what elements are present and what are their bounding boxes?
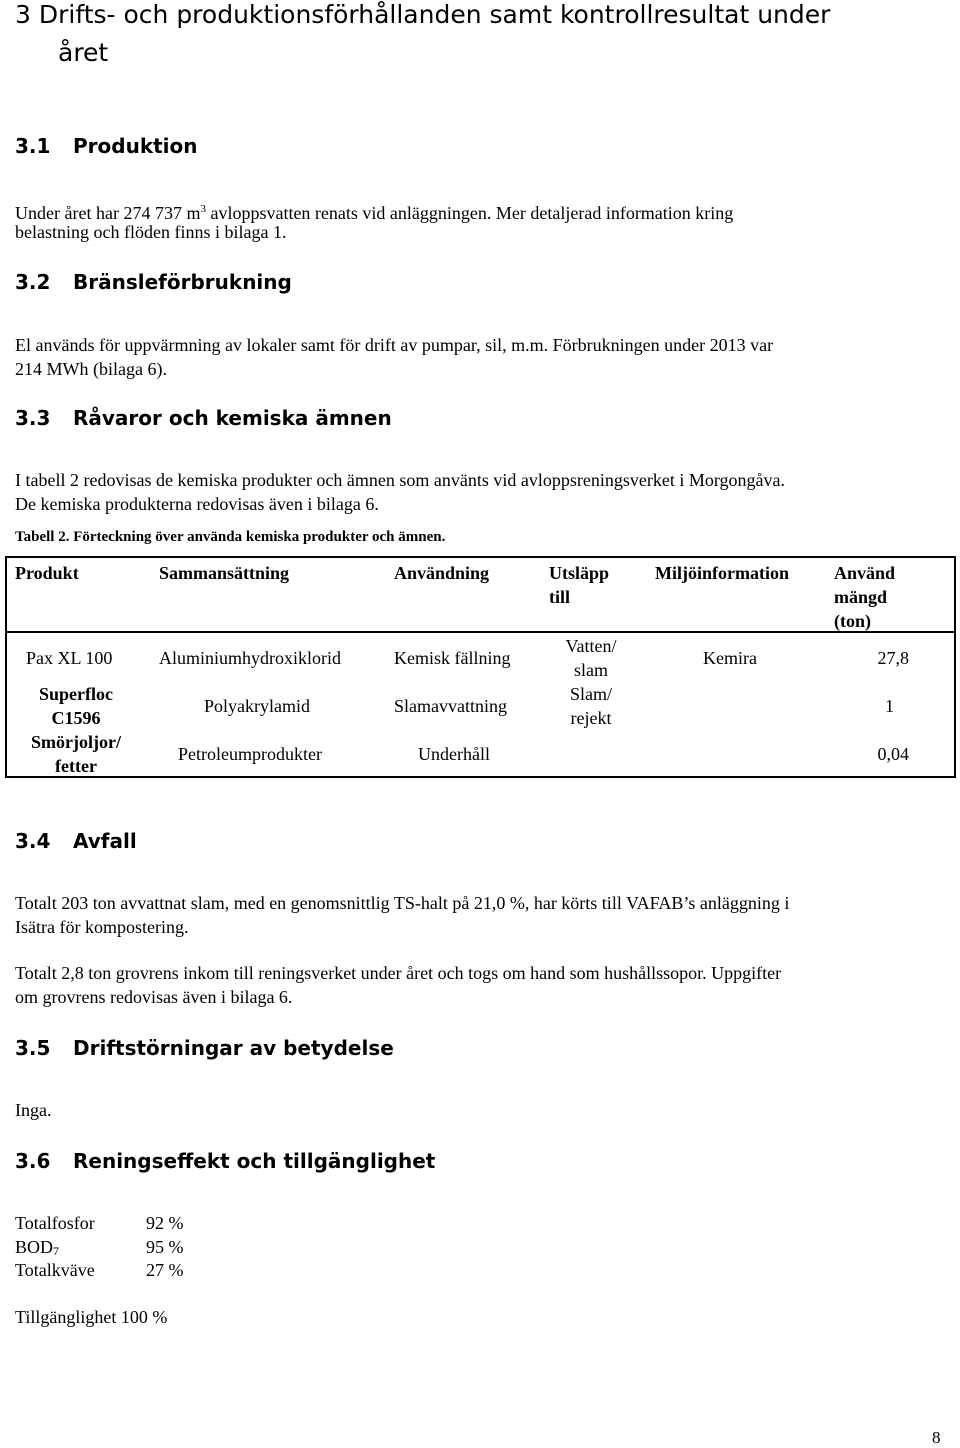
- section-title: Bränsleförbrukning: [73, 270, 292, 294]
- row1-sammansattning: Aluminiumhydroxiklorid: [159, 648, 341, 668]
- waste-paragraph2-line2: om grovrens redovisas även i bilaga 6.: [15, 987, 293, 1007]
- header-utslapp-line1: Utsläpp: [549, 563, 610, 583]
- effect-value-totalfosfor: 92 %: [146, 1213, 184, 1233]
- row1-produkt: Pax XL 100: [26, 648, 113, 668]
- section-title: Driftstörningar av betydelse: [73, 1036, 394, 1060]
- row1-anvandning: Kemisk fällning: [394, 648, 511, 668]
- section-title: Produktion: [73, 134, 198, 158]
- section-3-4-heading: [15, 829, 137, 853]
- row3-mangd: 0,04: [877, 744, 909, 764]
- table-header-rule: [5, 631, 956, 633]
- section-3-1-heading: [15, 134, 198, 158]
- text-part: Under året har 274 737 m: [15, 203, 201, 223]
- superscript: 3: [200, 203, 206, 215]
- chemicals-paragraph-line1: I tabell 2 redovisas de kemiska produkter och ämnen som använts vid avloppsreningsverket i Morgongåva.: [15, 470, 785, 490]
- production-paragraph-line2: belastning och flöden finns i bilaga 1.: [15, 222, 287, 242]
- section-3-heading-line1: 3 Drifts- och produktionsförhållanden samt kontrollresultat under: [15, 0, 831, 29]
- row2-anvandning: Slamavvattning: [394, 696, 507, 716]
- fuel-paragraph-line1: El används för uppvärmning av lokaler samt för drift av pumpar, sil, m.m. Förbrukningen under 2013 var: [15, 335, 774, 355]
- section-number: 3.5: [15, 1036, 51, 1060]
- row3-produkt-line1: Smörjoljor/: [31, 732, 121, 752]
- text-part: avloppsvatten renats vid anläggningen. Mer detaljerad information kring: [205, 203, 734, 223]
- disruptions-paragraph: Inga.: [15, 1100, 52, 1120]
- row2-mangd: 1: [885, 696, 894, 716]
- header-miljoinformation: Miljöinformation: [655, 563, 789, 583]
- section-number: 3.2: [15, 270, 51, 294]
- availability-line: Tillgänglighet 100 %: [15, 1307, 168, 1327]
- header-utslapp-line2: till: [549, 587, 570, 607]
- header-mangd-line1: Använd: [834, 563, 896, 583]
- section-number: 3.3: [15, 406, 51, 430]
- waste-paragraph1-line1: Totalt 203 ton avvattnat slam, med en genomsnittlig TS-halt på 21,0 %, har körts till VAFAB’s anläggning i: [15, 893, 790, 913]
- row1-mangd: 27,8: [877, 648, 909, 668]
- table-caption: Tabell 2. Förteckning över använda kemiska produkter och ämnen.: [15, 529, 446, 545]
- header-mangd-line2: mängd: [834, 587, 888, 607]
- section-title: Råvaror och kemiska ämnen: [73, 406, 392, 430]
- header-produkt: Produkt: [15, 563, 79, 583]
- section-title: Reningseffekt och tillgänglighet: [73, 1149, 436, 1173]
- section-number: 3.4: [15, 829, 51, 853]
- section-title: Avfall: [73, 829, 137, 853]
- fuel-paragraph-line2: 214 MWh (bilaga 6).: [15, 359, 167, 379]
- header-anvandning: Användning: [394, 563, 490, 583]
- header-sammansattning: Sammansättning: [159, 563, 290, 583]
- waste-paragraph1-line2: Isätra för kompostering.: [15, 917, 189, 937]
- effect-label-totalfosfor: Totalfosfor: [15, 1213, 95, 1233]
- section-number: 3.1: [15, 134, 51, 158]
- row1-utslapp-line2: slam: [574, 660, 608, 680]
- section-3-3-heading: [15, 406, 392, 430]
- page-number: 8: [932, 1428, 941, 1447]
- row2-utslapp-line2: rejekt: [570, 708, 612, 728]
- row2-produkt-line1: Superfloc: [39, 684, 113, 704]
- row3-produkt-line2: fetter: [55, 756, 97, 776]
- section-3-heading-line2: året: [58, 38, 109, 67]
- effect-value-totalkvave: 27 %: [146, 1260, 184, 1280]
- row1-utslapp-line1: Vatten/: [565, 636, 617, 656]
- section-3-6-heading: [15, 1149, 435, 1173]
- chemicals-paragraph-line2: De kemiska produkterna redovisas även i bilaga 6.: [15, 494, 379, 514]
- header-mangd-line3: (ton): [834, 611, 871, 631]
- waste-paragraph2-line1: Totalt 2,8 ton grovrens inkom till reningsverket under året och togs om hand som hushållssopor. Uppgifter: [15, 963, 782, 983]
- row3-sammansattning: Petroleumprodukter: [178, 744, 322, 764]
- section-number: 3.6: [15, 1149, 51, 1173]
- effect-label-subscript: 7: [53, 1244, 60, 1258]
- row3-anvandning: Underhåll: [418, 744, 490, 764]
- effect-value-bod7: 95 %: [146, 1237, 184, 1257]
- row2-produkt-line2: C1596: [51, 708, 101, 728]
- effect-label-totalkvave: Totalkväve: [15, 1260, 95, 1280]
- section-3-5-heading: [15, 1036, 394, 1060]
- row2-sammansattning: Polyakrylamid: [204, 696, 310, 716]
- effect-label-main: BOD: [15, 1237, 54, 1257]
- row2-utslapp-line1: Slam/: [569, 684, 612, 704]
- row1-miljoinformation: Kemira: [703, 648, 757, 668]
- section-3-2-heading: [15, 270, 292, 294]
